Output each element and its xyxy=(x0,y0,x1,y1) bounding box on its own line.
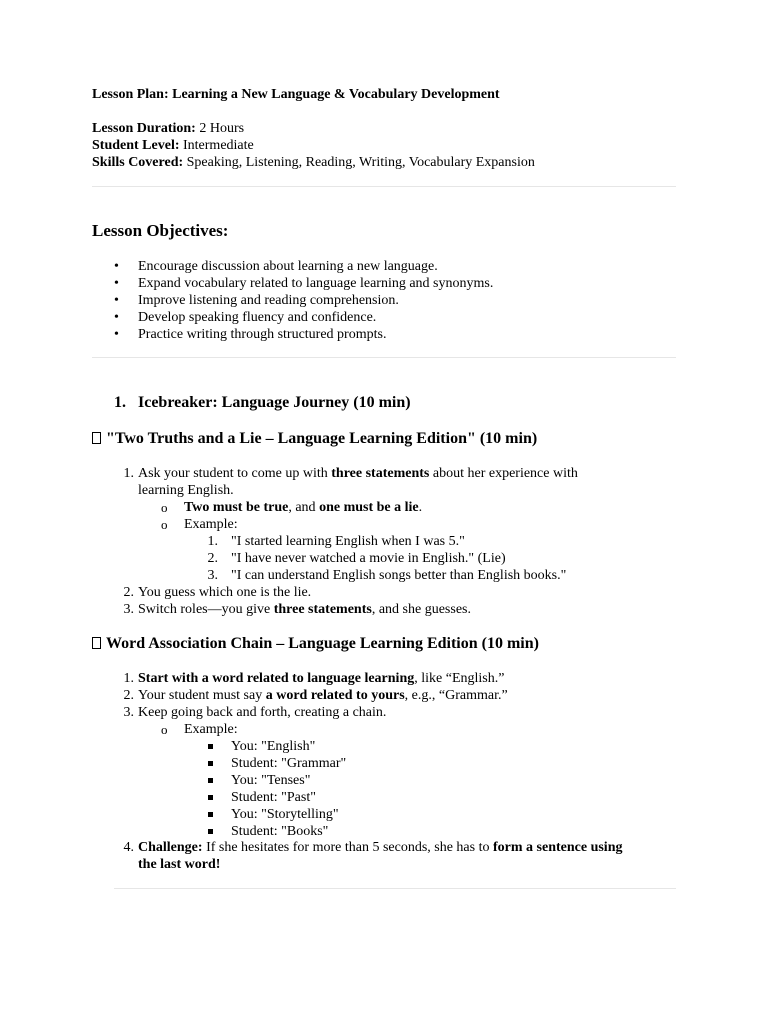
circle-bullet-icon: o xyxy=(161,517,168,532)
chain-item: You: "Tenses" xyxy=(231,773,311,788)
section-number: 1. xyxy=(114,394,126,411)
step-text: Start with a word related to language learning, like “English.” xyxy=(138,671,505,686)
sub-item: Example: xyxy=(184,722,238,737)
activity-title: Word Association Chain – Language Learning Edition (10 min) xyxy=(106,635,539,652)
bullet-icon: • xyxy=(114,259,119,274)
objective-item: Improve listening and reading comprehension. xyxy=(138,293,399,308)
square-bullet-icon xyxy=(208,795,213,800)
chain-item: Student: "Past" xyxy=(231,790,316,805)
list-number: 3. xyxy=(123,705,134,720)
section-title: Icebreaker: Language Journey (10 min) xyxy=(138,394,411,411)
square-bullet-icon xyxy=(208,829,213,834)
bullet-icon: • xyxy=(114,293,119,308)
chain-item: You: "Storytelling" xyxy=(231,807,339,822)
doc-title: Lesson Plan: Learning a New Language & Vocabulary Development xyxy=(92,87,500,102)
bullet-icon: • xyxy=(114,310,119,325)
chain-item: Student: "Grammar" xyxy=(231,756,347,771)
meta-label: Skills Covered: xyxy=(92,155,184,170)
chain-item: Student: "Books" xyxy=(231,824,329,839)
objective-item: Develop speaking fluency and confidence. xyxy=(138,310,377,325)
meta-skills xyxy=(92,154,535,171)
list-number: 3. xyxy=(123,602,134,617)
bullet-icon: • xyxy=(114,276,119,291)
meta-value: Intermediate xyxy=(179,138,254,153)
step-text-continued: learning English. xyxy=(138,483,234,498)
divider xyxy=(114,888,676,889)
list-number: 2. xyxy=(123,688,134,703)
list-number: 3. xyxy=(207,568,218,583)
divider xyxy=(92,357,676,358)
list-number: 1. xyxy=(123,466,134,481)
objective-item: Expand vocabulary related to language learning and synonyms. xyxy=(138,276,494,291)
step-text-continued: the last word! xyxy=(138,857,221,872)
step-text: Your student must say a word related to yours, e.g., “Grammar.” xyxy=(138,688,508,703)
step-text: Keep going back and forth, creating a chain. xyxy=(138,705,387,720)
meta-value: 2 Hours xyxy=(195,121,245,136)
meta-label: Student Level: xyxy=(92,138,180,153)
meta-label: Lesson Duration: xyxy=(92,121,196,136)
square-bullet-icon xyxy=(208,778,213,783)
sub-item: Example: xyxy=(184,517,238,532)
example-item: "I have never watched a movie in English." (Lie) xyxy=(231,551,506,566)
step-text: Switch roles—you give three statements, and she guesses. xyxy=(138,602,471,617)
list-number: 1. xyxy=(207,534,218,549)
list-number: 2. xyxy=(207,551,218,566)
objectives-heading: Lesson Objectives: xyxy=(92,221,229,240)
chain-item: You: "English" xyxy=(231,739,316,754)
meta-level xyxy=(92,137,254,154)
list-number: 1. xyxy=(123,671,134,686)
objective-item: Encourage discussion about learning a new language. xyxy=(138,259,438,274)
step-text: You guess which one is the lie. xyxy=(138,585,312,600)
list-number: 2. xyxy=(123,585,134,600)
example-item: "I started learning English when I was 5." xyxy=(231,534,465,549)
placeholder-glyph-icon xyxy=(92,432,101,444)
circle-bullet-icon: o xyxy=(161,722,168,737)
step-text: Ask your student to come up with three statements about her experience with xyxy=(138,466,578,481)
square-bullet-icon xyxy=(208,812,213,817)
example-item: "I can understand English songs better than English books." xyxy=(231,568,567,583)
sub-item: Two must be true, and one must be a lie. xyxy=(184,500,423,515)
placeholder-glyph-icon xyxy=(92,637,101,649)
objective-item: Practice writing through structured prompts. xyxy=(138,327,387,342)
square-bullet-icon xyxy=(208,744,213,749)
bullet-icon: • xyxy=(114,327,119,342)
meta-value: Speaking, Listening, Reading, Writing, Vocabulary Expansion xyxy=(183,155,535,170)
divider xyxy=(92,186,676,187)
list-number: 4. xyxy=(123,840,134,855)
square-bullet-icon xyxy=(208,761,213,766)
circle-bullet-icon: o xyxy=(161,500,168,515)
meta-duration xyxy=(92,120,244,137)
activity-title: "Two Truths and a Lie – Language Learning Edition" (10 min) xyxy=(106,430,538,447)
step-text: Challenge: If she hesitates for more than 5 seconds, she has to form a sentence using xyxy=(138,840,623,855)
